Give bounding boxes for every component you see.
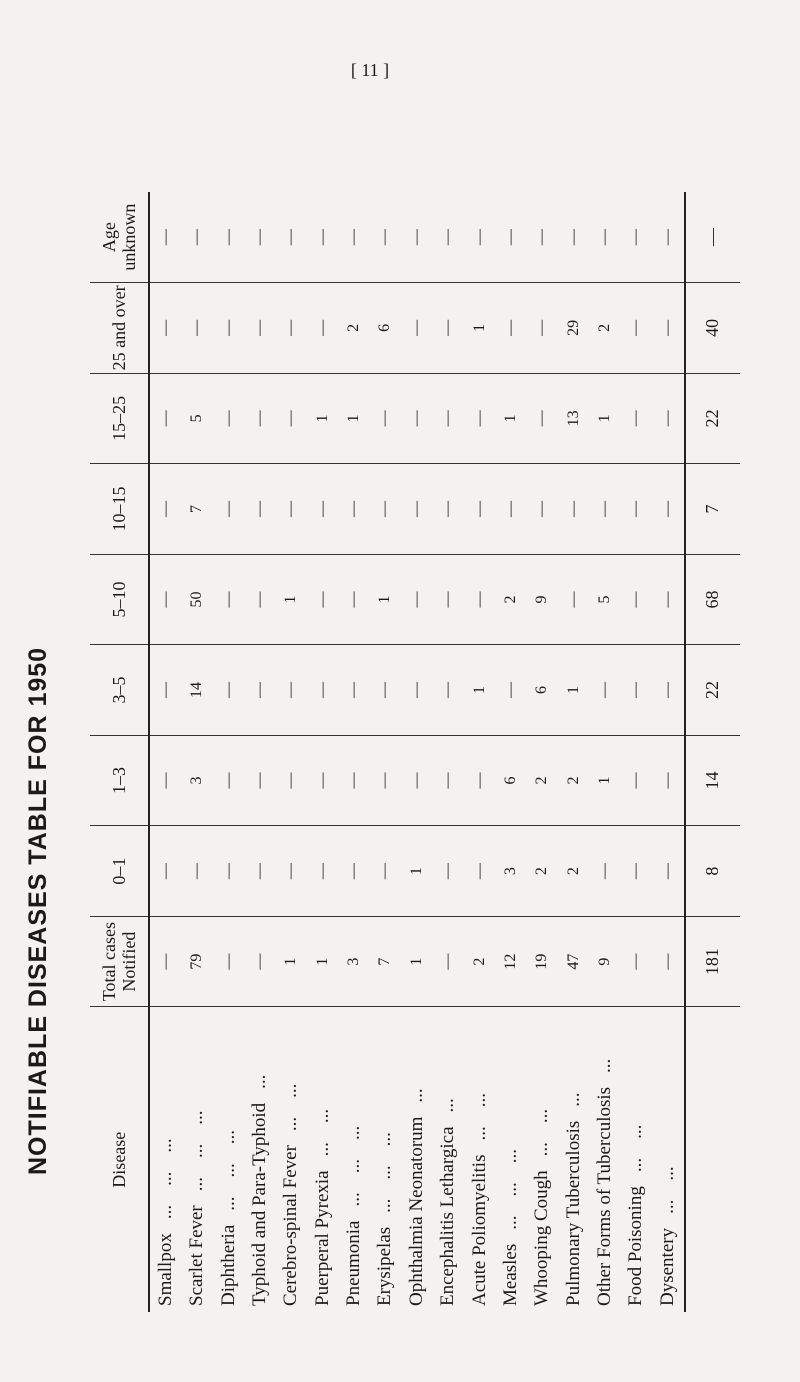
value-cell: — xyxy=(370,645,401,736)
value-cell: — xyxy=(276,192,307,283)
value-cell: — xyxy=(338,464,369,555)
disease-name: Food Poisoning xyxy=(625,1186,647,1306)
value-cell: — xyxy=(307,464,338,555)
dot-leader: ... xyxy=(405,1088,427,1103)
value-cell: — xyxy=(213,735,244,826)
page-number: [ 11 ] xyxy=(350,60,390,80)
dot-leader: ... ... xyxy=(531,1108,553,1157)
dot-leader: ... xyxy=(248,1074,270,1089)
value-cell: 29 xyxy=(558,283,589,374)
disease-name-cell xyxy=(338,1007,369,1312)
disease-name-cell xyxy=(401,1007,432,1312)
table-row xyxy=(370,192,401,1312)
value-cell: 2 xyxy=(558,735,589,826)
value-cell: — xyxy=(432,826,463,917)
value-cell: 19 xyxy=(527,916,558,1007)
value-cell: — xyxy=(276,464,307,555)
disease-name: Puerperal Pyrexia xyxy=(311,1170,333,1306)
table-row xyxy=(338,192,369,1312)
value-cell: — xyxy=(558,192,589,283)
value-cell: — xyxy=(621,554,652,645)
disease-name: Scarlet Fever xyxy=(186,1205,208,1306)
table-row xyxy=(432,192,463,1312)
value-cell: — xyxy=(432,916,463,1007)
disease-name-cell xyxy=(307,1007,338,1312)
disease-name-cell xyxy=(558,1007,589,1312)
value-cell: — xyxy=(464,373,495,464)
value-cell: — xyxy=(432,554,463,645)
table-row xyxy=(464,192,495,1312)
disease-name: Diphtheria xyxy=(217,1224,239,1306)
value-cell: 2 xyxy=(558,826,589,917)
value-cell: 3 xyxy=(338,916,369,1007)
value-cell: — xyxy=(464,735,495,826)
disease-name: Dysentery xyxy=(656,1227,678,1306)
value-cell: 50 xyxy=(181,554,212,645)
value-cell: — xyxy=(244,554,275,645)
total-cell: 8 xyxy=(685,826,740,917)
value-cell: — xyxy=(558,464,589,555)
value-cell: — xyxy=(527,464,558,555)
value-cell: 2 xyxy=(338,283,369,374)
value-cell: — xyxy=(370,464,401,555)
value-cell: — xyxy=(213,192,244,283)
value-cell: — xyxy=(432,735,463,826)
value-cell: — xyxy=(244,192,275,283)
table-row xyxy=(401,192,432,1312)
value-cell: — xyxy=(370,192,401,283)
value-cell: — xyxy=(652,826,684,917)
total-cell: 14 xyxy=(685,735,740,826)
value-cell: — xyxy=(276,645,307,736)
value-cell: — xyxy=(652,192,684,283)
table-row xyxy=(181,192,212,1312)
disease-name-cell xyxy=(276,1007,307,1312)
disease-name: Pneumonia xyxy=(343,1220,365,1306)
disease-name-cell xyxy=(370,1007,401,1312)
column-header: 3–5 xyxy=(90,645,149,736)
value-cell: — xyxy=(149,464,181,555)
value-cell: — xyxy=(558,554,589,645)
value-cell: — xyxy=(621,464,652,555)
value-cell: — xyxy=(464,192,495,283)
value-cell: — xyxy=(149,645,181,736)
value-cell: — xyxy=(401,373,432,464)
value-cell: — xyxy=(370,373,401,464)
dot-leader: ... ... xyxy=(280,1083,302,1132)
value-cell: — xyxy=(213,826,244,917)
value-cell: — xyxy=(244,373,275,464)
dot-leader: ... ... xyxy=(656,1166,678,1214)
value-cell: 1 xyxy=(307,373,338,464)
value-cell: — xyxy=(307,826,338,917)
value-cell: — xyxy=(307,192,338,283)
value-cell: — xyxy=(464,464,495,555)
dot-leader: ... ... ... xyxy=(217,1129,239,1211)
value-cell: 1 xyxy=(338,373,369,464)
value-cell: 2 xyxy=(527,735,558,826)
table-row xyxy=(149,192,181,1312)
value-cell: — xyxy=(370,826,401,917)
value-cell: — xyxy=(149,192,181,283)
table-row xyxy=(495,192,526,1312)
value-cell: 79 xyxy=(181,916,212,1007)
disease-name-cell xyxy=(244,1007,275,1312)
disease-name-cell xyxy=(589,1007,620,1312)
value-cell: 1 xyxy=(464,645,495,736)
table-row xyxy=(652,192,684,1312)
disease-name: Smallpox xyxy=(154,1233,176,1306)
dot-leader: ... ... ... xyxy=(499,1148,521,1230)
total-cell: — xyxy=(685,192,740,283)
value-cell: 13 xyxy=(558,373,589,464)
table-row xyxy=(213,192,244,1312)
value-cell: — xyxy=(621,645,652,736)
value-cell: — xyxy=(149,554,181,645)
value-cell: — xyxy=(652,735,684,826)
value-cell: — xyxy=(149,283,181,374)
value-cell: 1 xyxy=(276,916,307,1007)
table-row xyxy=(621,192,652,1312)
value-cell: — xyxy=(213,283,244,374)
disease-name: Typhoid and Para-Typhoid xyxy=(248,1102,270,1306)
disease-name-cell xyxy=(213,1007,244,1312)
column-header: 25 and over xyxy=(90,283,149,374)
value-cell: — xyxy=(621,283,652,374)
value-cell: — xyxy=(495,464,526,555)
table-row xyxy=(589,192,620,1312)
dot-leader: ... ... xyxy=(625,1124,647,1173)
value-cell: 1 xyxy=(589,735,620,826)
value-cell: — xyxy=(338,192,369,283)
table-body xyxy=(149,192,740,1312)
value-cell: — xyxy=(464,826,495,917)
value-cell: — xyxy=(276,735,307,826)
value-cell: — xyxy=(621,916,652,1007)
value-cell: — xyxy=(652,283,684,374)
value-cell: 3 xyxy=(181,735,212,826)
disease-name-cell xyxy=(432,1007,463,1312)
value-cell: — xyxy=(401,735,432,826)
value-cell: — xyxy=(432,464,463,555)
dot-leader: ... xyxy=(594,1058,616,1073)
value-cell: — xyxy=(149,735,181,826)
value-cell: — xyxy=(244,283,275,374)
table-row xyxy=(307,192,338,1312)
value-cell: — xyxy=(589,645,620,736)
dot-leader: ... ... ... xyxy=(374,1132,396,1213)
value-cell: 1 xyxy=(370,554,401,645)
value-cell: — xyxy=(401,554,432,645)
value-cell: 2 xyxy=(527,826,558,917)
value-cell: — xyxy=(401,645,432,736)
value-cell: — xyxy=(652,916,684,1007)
value-cell: 47 xyxy=(558,916,589,1007)
value-cell: — xyxy=(338,554,369,645)
value-cell: — xyxy=(370,735,401,826)
value-cell: 1 xyxy=(276,554,307,645)
dot-leader: ... ... ... xyxy=(154,1138,176,1220)
value-cell: — xyxy=(276,826,307,917)
column-header: 1–3 xyxy=(90,735,149,826)
value-cell: — xyxy=(181,826,212,917)
total-cell: 40 xyxy=(685,283,740,374)
value-cell: — xyxy=(652,373,684,464)
value-cell: — xyxy=(495,645,526,736)
value-cell: — xyxy=(621,826,652,917)
value-cell: — xyxy=(401,464,432,555)
value-cell: — xyxy=(621,373,652,464)
value-cell: 9 xyxy=(589,916,620,1007)
value-cell: 6 xyxy=(370,283,401,374)
disease-name: Erysipelas xyxy=(374,1226,396,1306)
disease-name-cell xyxy=(621,1007,652,1312)
table-row xyxy=(558,192,589,1312)
disease-name-cell xyxy=(464,1007,495,1312)
value-cell: — xyxy=(244,645,275,736)
value-cell: 1 xyxy=(495,373,526,464)
disease-name: Measles xyxy=(499,1243,521,1306)
column-header: 5–10 xyxy=(90,554,149,645)
value-cell: 5 xyxy=(589,554,620,645)
disease-name-cell xyxy=(495,1007,526,1312)
value-cell: — xyxy=(652,554,684,645)
dot-leader: ... ... xyxy=(468,1093,490,1141)
value-cell: — xyxy=(213,554,244,645)
table-row xyxy=(527,192,558,1312)
dot-leader: ... ... ... xyxy=(186,1110,208,1192)
value-cell: 14 xyxy=(181,645,212,736)
disease-name-cell xyxy=(149,1007,181,1312)
disease-name-cell xyxy=(652,1007,684,1312)
value-cell: — xyxy=(589,464,620,555)
value-cell: — xyxy=(338,735,369,826)
value-cell: — xyxy=(213,645,244,736)
column-header: 0–1 xyxy=(90,826,149,917)
disease-name: Pulmonary Tuberculosis xyxy=(562,1120,584,1306)
dot-leader: ... ... ... xyxy=(343,1125,365,1207)
column-header: Total cases Notified xyxy=(90,916,149,1007)
value-cell: — xyxy=(338,645,369,736)
value-cell: — xyxy=(401,283,432,374)
value-cell: — xyxy=(527,283,558,374)
value-cell: — xyxy=(527,192,558,283)
value-cell: 3 xyxy=(495,826,526,917)
value-cell: — xyxy=(149,826,181,917)
column-header: Age unknown xyxy=(90,192,149,283)
value-cell: — xyxy=(276,373,307,464)
disease-name: Cerebro-spinal Fever xyxy=(280,1145,302,1306)
value-cell: 1 xyxy=(401,826,432,917)
value-cell: 1 xyxy=(558,645,589,736)
value-cell: 1 xyxy=(401,916,432,1007)
value-cell: — xyxy=(432,645,463,736)
table-row xyxy=(276,192,307,1312)
table-container xyxy=(90,192,740,1312)
dot-leader: ... xyxy=(437,1098,459,1113)
value-cell: — xyxy=(621,735,652,826)
value-cell: 12 xyxy=(495,916,526,1007)
totals-label-cell xyxy=(685,1007,740,1312)
table-row xyxy=(244,192,275,1312)
dot-leader: ... ... xyxy=(311,1108,333,1157)
value-cell: — xyxy=(149,916,181,1007)
value-cell: — xyxy=(244,826,275,917)
disease-name-cell xyxy=(181,1007,212,1312)
value-cell: — xyxy=(495,192,526,283)
total-cell: 181 xyxy=(685,916,740,1007)
value-cell: — xyxy=(276,283,307,374)
column-header: 15–25 xyxy=(90,373,149,464)
value-cell: — xyxy=(307,283,338,374)
column-header: Disease xyxy=(90,1007,149,1312)
value-cell: — xyxy=(181,283,212,374)
value-cell: — xyxy=(213,464,244,555)
value-cell: — xyxy=(213,916,244,1007)
value-cell: — xyxy=(652,464,684,555)
value-cell: 7 xyxy=(181,464,212,555)
value-cell: 7 xyxy=(370,916,401,1007)
value-cell: — xyxy=(652,645,684,736)
page-title: NOTIFIABLE DISEASES TABLE FOR 1950 xyxy=(24,646,52,1175)
notifiable-diseases-table xyxy=(90,192,740,1312)
total-cell: 22 xyxy=(685,373,740,464)
value-cell: 2 xyxy=(495,554,526,645)
value-cell: — xyxy=(589,192,620,283)
value-cell: 6 xyxy=(527,645,558,736)
value-cell: — xyxy=(495,283,526,374)
column-header: 10–15 xyxy=(90,464,149,555)
value-cell: — xyxy=(527,373,558,464)
value-cell: — xyxy=(464,554,495,645)
disease-name: Ophthalmia Neonatorum xyxy=(405,1116,427,1306)
value-cell: — xyxy=(213,373,244,464)
value-cell: — xyxy=(589,826,620,917)
value-cell: — xyxy=(432,192,463,283)
disease-name: Whooping Cough xyxy=(531,1170,553,1306)
totals-row xyxy=(685,192,740,1312)
total-cell: 7 xyxy=(685,464,740,555)
value-cell: 5 xyxy=(181,373,212,464)
dot-leader: ... xyxy=(562,1092,584,1107)
disease-name: Other Forms of Tuberculosis xyxy=(594,1086,616,1306)
value-cell: 1 xyxy=(589,373,620,464)
value-cell: — xyxy=(244,916,275,1007)
value-cell: — xyxy=(307,554,338,645)
value-cell: — xyxy=(432,283,463,374)
value-cell: — xyxy=(307,645,338,736)
disease-name: Acute Poliomyelitis xyxy=(468,1154,490,1306)
total-cell: 68 xyxy=(685,554,740,645)
value-cell: 6 xyxy=(495,735,526,826)
value-cell: — xyxy=(181,192,212,283)
value-cell: 2 xyxy=(589,283,620,374)
value-cell: 9 xyxy=(527,554,558,645)
disease-name: Encephalitis Lethargica xyxy=(437,1126,459,1306)
value-cell: — xyxy=(307,735,338,826)
value-cell: — xyxy=(244,464,275,555)
value-cell: — xyxy=(338,826,369,917)
value-cell: — xyxy=(149,373,181,464)
value-cell: — xyxy=(432,373,463,464)
value-cell: — xyxy=(621,192,652,283)
disease-name-cell xyxy=(527,1007,558,1312)
value-cell: — xyxy=(244,735,275,826)
value-cell: 2 xyxy=(464,916,495,1007)
value-cell: 1 xyxy=(464,283,495,374)
header-row xyxy=(90,192,149,1312)
value-cell: — xyxy=(401,192,432,283)
total-cell: 22 xyxy=(685,645,740,736)
value-cell: 1 xyxy=(307,916,338,1007)
